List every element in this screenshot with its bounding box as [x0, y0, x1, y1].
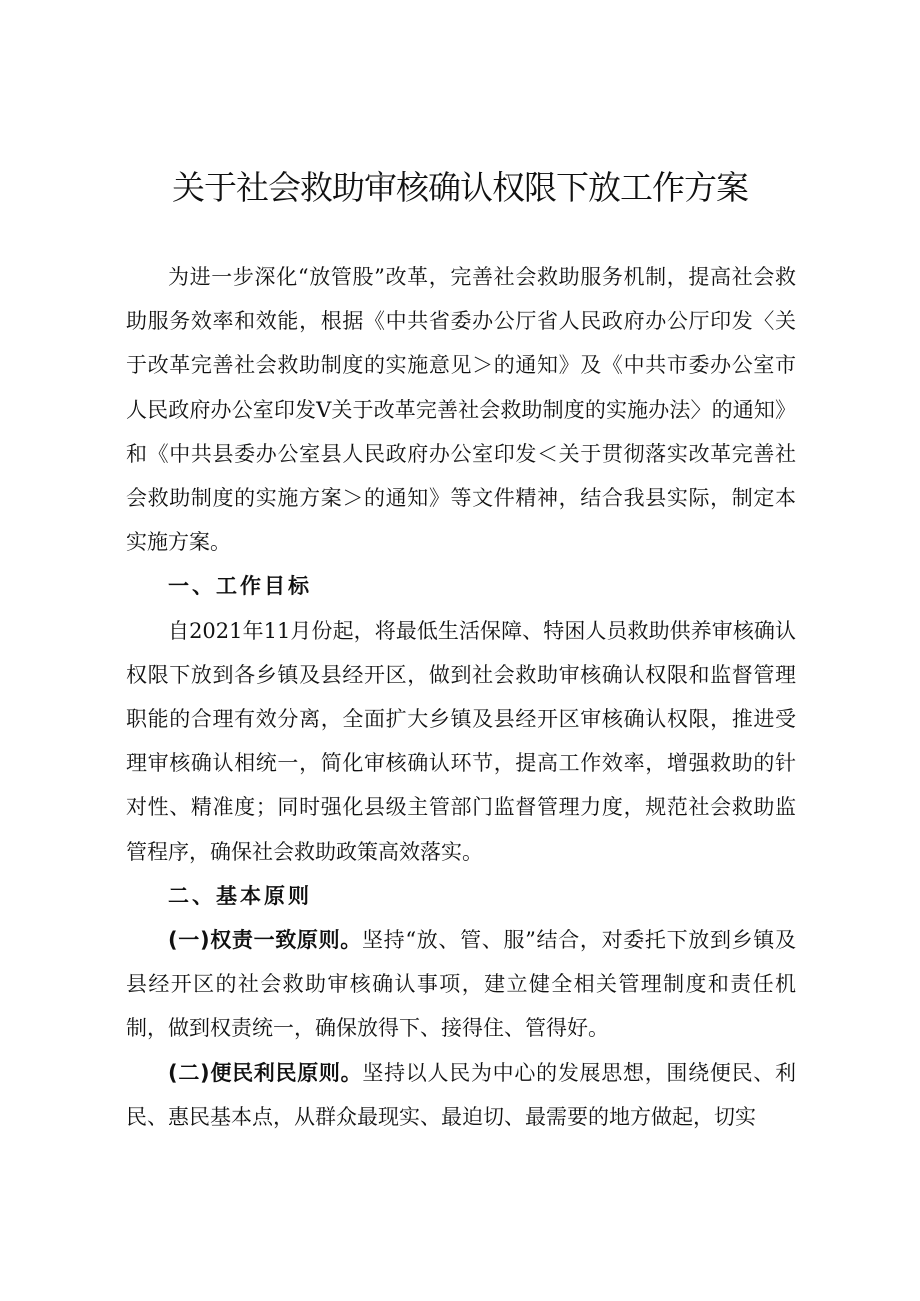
principle-lead: (二)便民利民原则。 — [168, 1060, 363, 1085]
section-heading-principles: 二、基本原则 — [168, 883, 312, 908]
principle-text: 坚持“放、管、服”结合，对委托下放到乡镇及县经开区的社会救助审核确认事项，建立健全相关管理制度和责任机制，做到权责统一，确保放得下、接得住、管得好。 — [126, 928, 796, 1041]
document-title: 关于社会救助审核确认权限下放工作方案 — [172, 168, 748, 207]
principle-item — [126, 1051, 796, 1139]
principle-lead: (一)权责一致原则。 — [168, 928, 362, 953]
section-heading-goals: 一、工作目标 — [168, 574, 312, 599]
intro-paragraph: 为进一步深化“放管股”改革，完善社会救助服务机制，提高社会救助服务效率和效能，根据《中共省委办公厅省人民政府办公厅印发〈关于改革完善社会救助制度的实施意见＞的通知》及《中共市委办公室市人民政府办公室印发V关于改革完善社会救助制度的实施办法〉的通知》和《中共县委办公室县人民政府办公室印发＜关于贯彻落实改革完善社会救助制度的实施方案＞的通知》等文件精神，结合我县实际，制定本实施方案。 — [126, 265, 796, 555]
principle-item — [126, 918, 796, 1051]
goals-paragraph: 自2021年11月份起，将最低生活保障、特困人员救助供养审核确认权限下放到各乡镇及县经开区，做到社会救助审核确认权限和监督管理职能的合理有效分离，全面扩大乡镇及县经开区审核确认权限，推进受理审核确认相统一，简化审核确认环节，提高工作效率，增强救助的针对性、精准度；同时强化县级主管部门监督管理力度，规范社会救助监管程序，确保社会救助政策高效落实。 — [126, 618, 796, 864]
document-body — [126, 255, 796, 1139]
principle-text: 坚持以人民为中心的发展思想，围绕便民、利民、惠民基本点，从群众最现实、最迫切、最需要的地方做起，切实 — [126, 1060, 796, 1129]
